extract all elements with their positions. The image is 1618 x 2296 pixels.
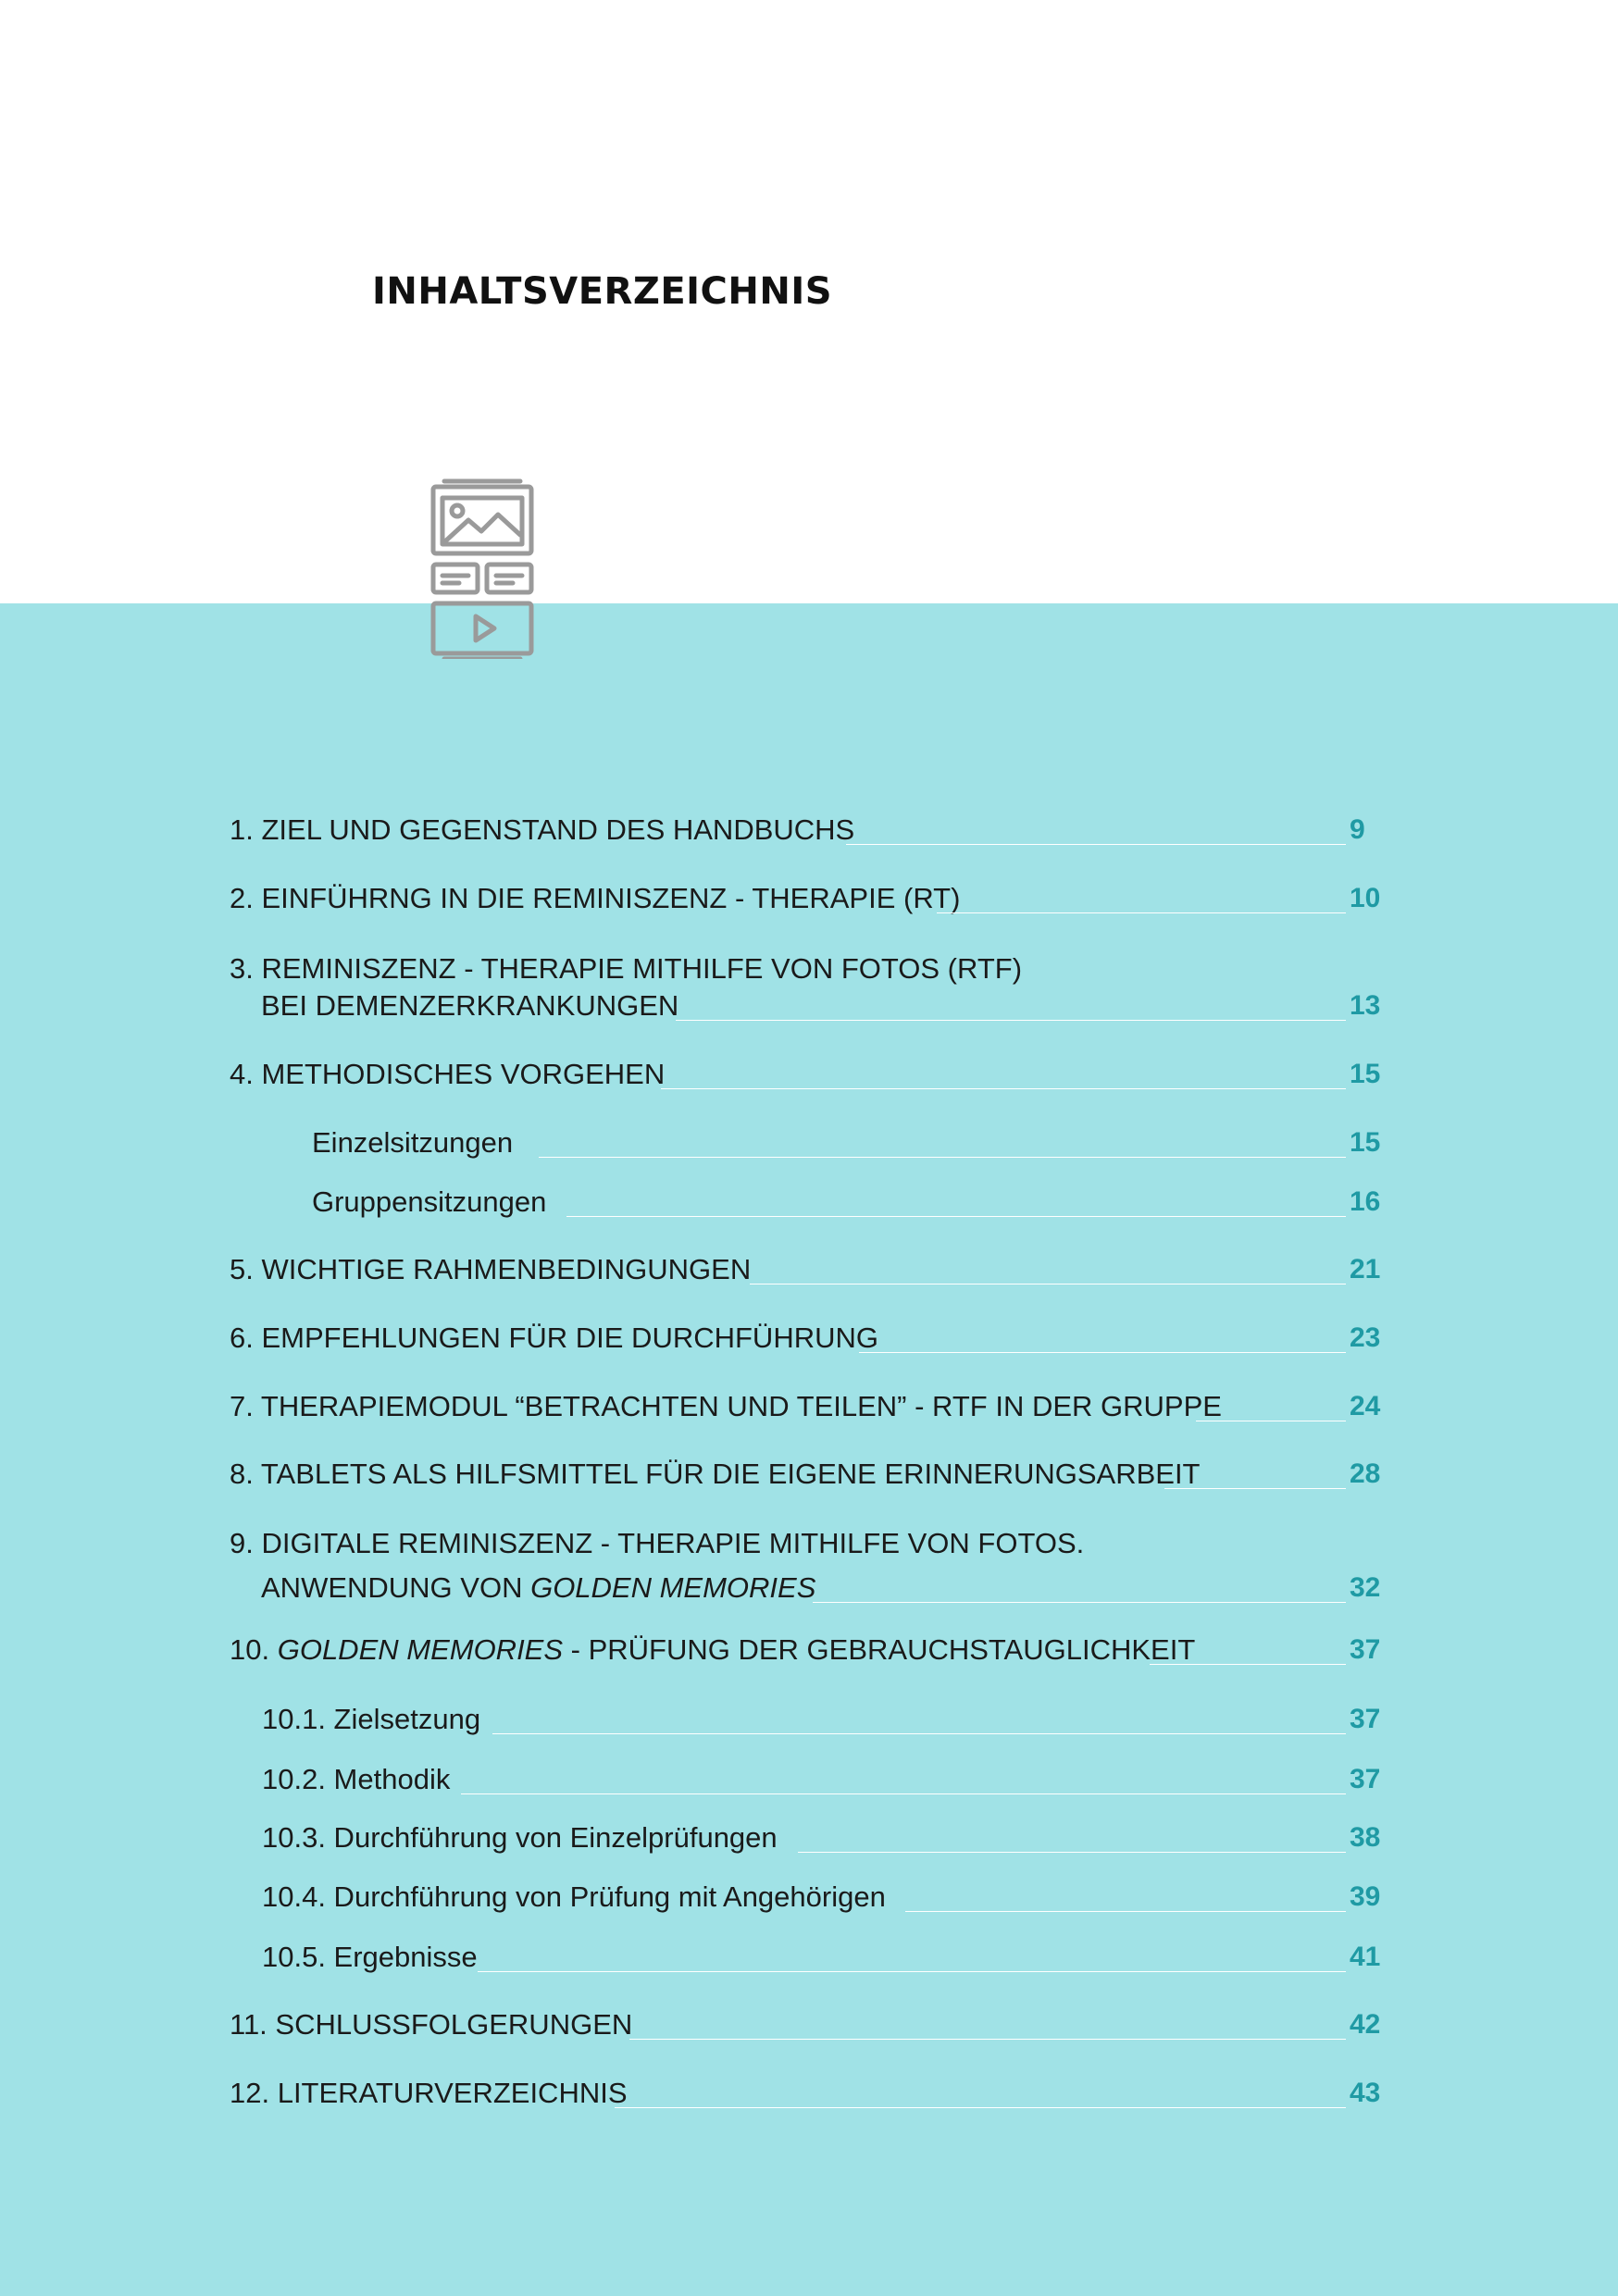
toc-entry-label-line2: BEI DEMENZERKRANKUNGEN: [261, 989, 679, 1022]
toc-leader: [478, 1971, 1346, 1972]
toc-page-number: 10: [1350, 883, 1381, 913]
toc-label-prefix: 10.: [230, 1633, 278, 1666]
toc-leader: [846, 844, 1346, 845]
toc-entry-label: 12. LITERATURVERZEICHNIS: [230, 2077, 628, 2109]
toc-leader: [629, 2039, 1346, 2040]
toc-page-number: 15: [1350, 1059, 1381, 1089]
toc-leader: [859, 1352, 1346, 1353]
toc-page-number: 24: [1350, 1391, 1381, 1421]
media-gallery-icon: [428, 478, 537, 659]
toc-entry-label-line1: 3. REMINISZENZ - THERAPIE MITHILFE VON FOTOS (RTF): [230, 952, 1023, 985]
toc-page-number: 37: [1350, 1634, 1381, 1665]
toc-leader: [539, 1157, 1346, 1158]
toc-leader: [492, 1733, 1346, 1734]
toc-page-number: 28: [1350, 1458, 1381, 1489]
toc-entry-label: 11. SCHLUSSFOLGERUNGEN: [230, 2008, 633, 2041]
toc-page-number: 13: [1350, 990, 1381, 1021]
toc-leader: [461, 1793, 1346, 1794]
toc-page-number: 41: [1350, 1942, 1381, 1972]
toc-page-number: 23: [1350, 1322, 1381, 1353]
toc-entry-label-line1: 9. DIGITALE REMINISZENZ - THERAPIE MITHILFE VON FOTOS.: [230, 1527, 1085, 1559]
toc-leader: [1150, 1664, 1346, 1665]
toc-leader: [661, 1088, 1346, 1089]
toc-entry-label: [230, 1632, 1195, 1669]
toc-entry-label: 2. EINFÜHRNG IN DIE REMINISZENZ - THERAPIE (RT): [230, 882, 961, 914]
toc-entry-label: 8. TABLETS ALS HILFSMITTEL FÜR DIE EIGENE ERINNERUNGSARBEIT: [230, 1458, 1201, 1490]
toc-entry-label: 10.2. Methodik: [262, 1763, 451, 1795]
toc-label-prefix: ANWENDUNG VON: [261, 1571, 531, 1604]
toc-entry-label: 4. METHODISCHES VORGEHEN: [230, 1058, 666, 1090]
page-title: INHALTSVERZEICHNIS: [372, 270, 833, 313]
toc-page-number: 32: [1350, 1572, 1381, 1603]
toc-leader: [1164, 1488, 1346, 1489]
toc-entry-label: 10.1. Zielsetzung: [262, 1703, 481, 1735]
toc-entry-label: 10.4. Durchführung von Prüfung mit Angehörigen: [262, 1880, 886, 1913]
toc-entry-label: 6. EMPFEHLUNGEN FÜR DIE DURCHFÜHRUNG: [230, 1322, 878, 1354]
toc-label-italic: GOLDEN MEMORIES: [530, 1571, 816, 1604]
toc-entry-label: 10.5. Ergebnisse: [262, 1941, 478, 1973]
toc-entry-label: Einzelsitzungen: [312, 1126, 514, 1159]
toc-page-number: 21: [1350, 1254, 1381, 1285]
toc-page-number: 37: [1350, 1764, 1381, 1794]
toc-page-number: 43: [1350, 2078, 1381, 2108]
toc-leader: [905, 1911, 1346, 1912]
toc-page-number: 39: [1350, 1881, 1381, 1912]
toc-leader: [798, 1852, 1346, 1853]
toc-entry-label: 7. THERAPIEMODUL “BETRACHTEN UND TEILEN” - RTF IN DER GRUPPE: [230, 1390, 1222, 1422]
toc-entry-label: 10.3. Durchführung von Einzelprüfungen: [262, 1821, 778, 1854]
toc-leader: [813, 1602, 1346, 1603]
toc-entry-label: 1. ZIEL UND GEGENSTAND DES HANDBUCHS: [230, 813, 855, 846]
toc-label-italic: GOLDEN MEMORIES: [277, 1633, 564, 1666]
toc-leader: [676, 1020, 1346, 1021]
toc-leader: [615, 2107, 1346, 2108]
toc-page-number: 9: [1350, 814, 1365, 845]
toc-entry-label: 5. WICHTIGE RAHMENBEDINGUNGEN: [230, 1253, 752, 1285]
toc-page-number: 16: [1350, 1186, 1381, 1217]
toc-page-number: 15: [1350, 1127, 1381, 1158]
toc-leader: [750, 1284, 1346, 1285]
toc-leader: [937, 912, 1346, 913]
toc-label-suffix: - PRÜFUNG DER GEBRAUCHSTAUGLICHKEIT: [563, 1633, 1196, 1666]
toc-leader: [566, 1216, 1346, 1217]
toc-entry-label: Gruppensitzungen: [312, 1185, 547, 1218]
toc-entry-label-line2: [261, 1570, 815, 1607]
toc-page-number: 38: [1350, 1822, 1381, 1853]
toc-page-number: 37: [1350, 1704, 1381, 1734]
toc-page-number: 42: [1350, 2009, 1381, 2040]
